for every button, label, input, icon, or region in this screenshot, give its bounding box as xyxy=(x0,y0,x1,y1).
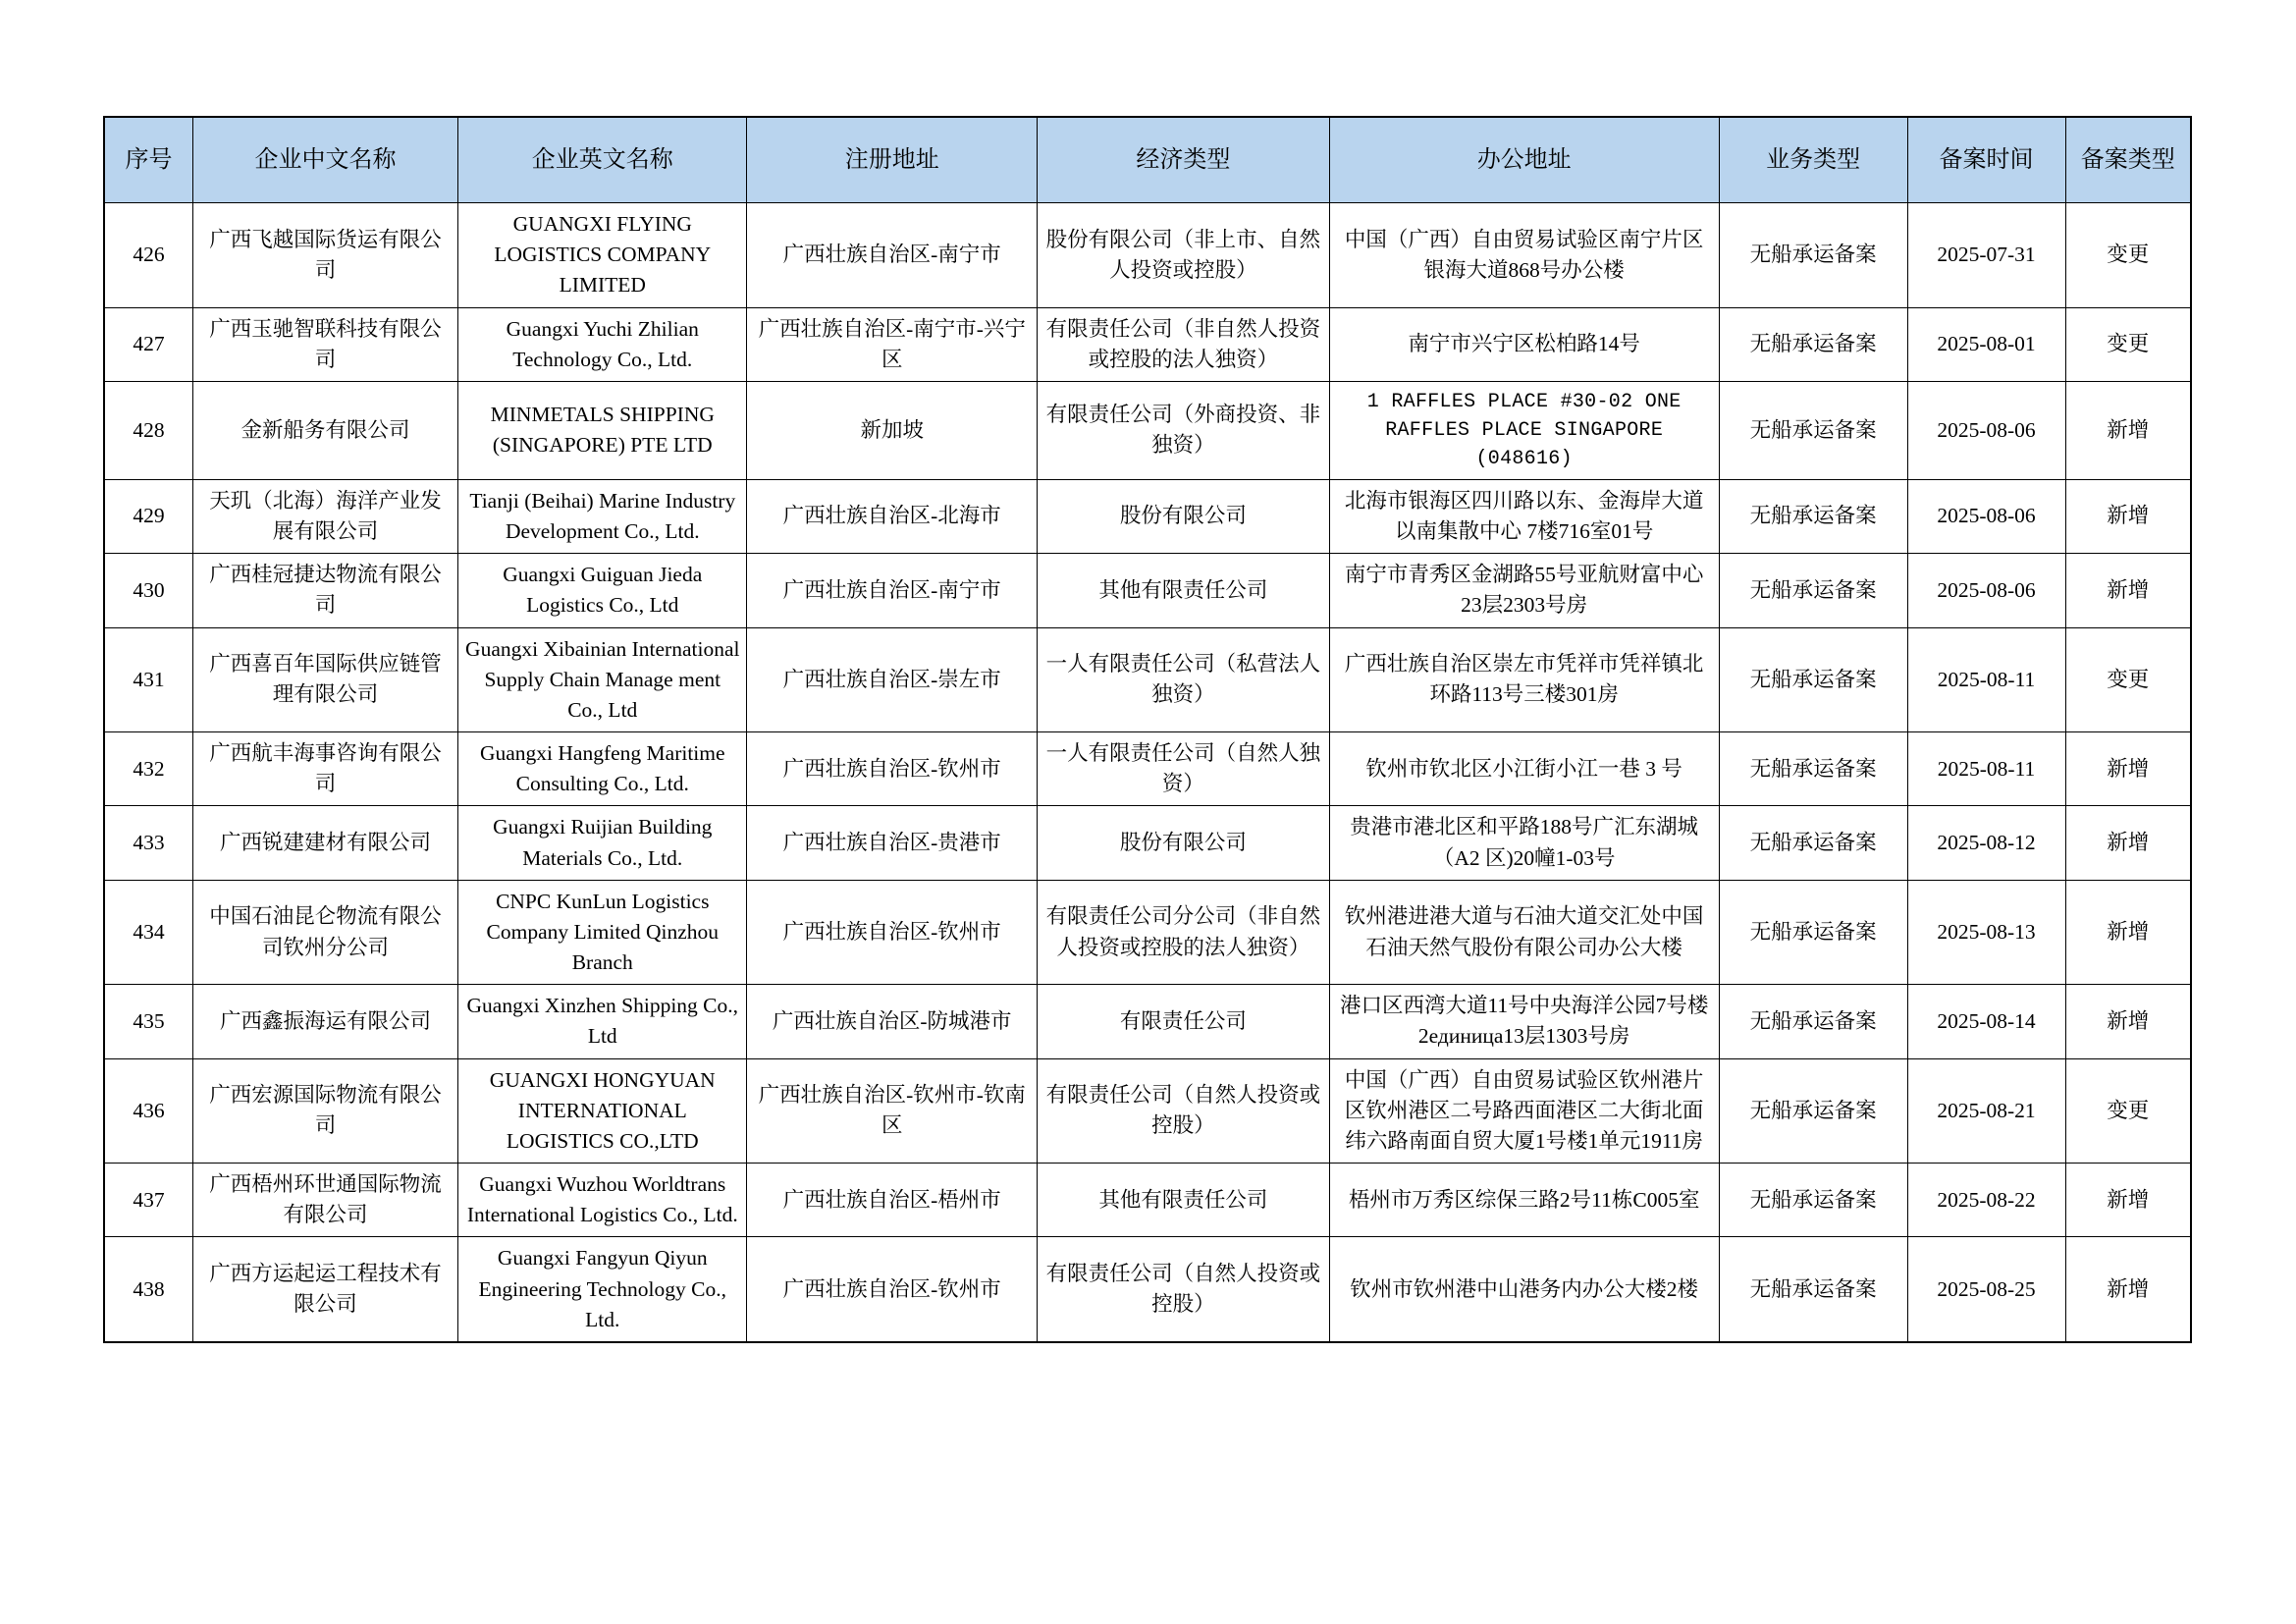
cell-record-date: 2025-08-25 xyxy=(1907,1237,2065,1342)
cell-chinese-name: 金新船务有限公司 xyxy=(192,381,457,479)
cell-business-type: 无船承运备案 xyxy=(1719,806,1907,880)
table-header xyxy=(104,117,2191,203)
cell-office-address: 南宁市青秀区金湖路55号亚航财富中心23层2303号房 xyxy=(1329,554,1719,627)
cell-economic-type: 一人有限责任公司（私营法人独资） xyxy=(1037,627,1329,732)
cell-english-name: Guangxi Guiguan Jieda Logistics Co., Ltd xyxy=(458,554,747,627)
cell-english-name: Guangxi Xinzhen Shipping Co., Ltd xyxy=(458,985,747,1058)
cell-record-type: 新增 xyxy=(2065,554,2191,627)
cell-registered-address: 广西壮族自治区-崇左市 xyxy=(747,627,1038,732)
cell-record-type: 变更 xyxy=(2065,1058,2191,1164)
cell-seq: 431 xyxy=(104,627,192,732)
cell-chinese-name: 广西玉驰智联科技有限公司 xyxy=(192,307,457,381)
cell-seq: 435 xyxy=(104,985,192,1058)
cell-business-type: 无船承运备案 xyxy=(1719,732,1907,806)
cell-office-address: 钦州市钦北区小江街小江一巷 3 号 xyxy=(1329,732,1719,806)
cell-economic-type: 有限责任公司 xyxy=(1037,985,1329,1058)
cell-registered-address: 广西壮族自治区-南宁市-兴宁区 xyxy=(747,307,1038,381)
cell-seq: 432 xyxy=(104,732,192,806)
cell-record-type: 新增 xyxy=(2065,381,2191,479)
cell-registered-address: 广西壮族自治区-梧州市 xyxy=(747,1164,1038,1237)
cell-record-type: 新增 xyxy=(2065,479,2191,553)
cell-business-type: 无船承运备案 xyxy=(1719,554,1907,627)
cell-chinese-name: 广西航丰海事咨询有限公司 xyxy=(192,732,457,806)
cell-record-type: 变更 xyxy=(2065,627,2191,732)
cell-chinese-name: 广西飞越国际货运有限公司 xyxy=(192,203,457,308)
cell-office-address: 梧州市万秀区综保三路2号11栋C005室 xyxy=(1329,1164,1719,1237)
cell-business-type: 无船承运备案 xyxy=(1719,627,1907,732)
cell-registered-address: 广西壮族自治区-南宁市 xyxy=(747,203,1038,308)
cell-chinese-name: 广西桂冠捷达物流有限公司 xyxy=(192,554,457,627)
cell-record-date: 2025-08-01 xyxy=(1907,307,2065,381)
cell-seq: 429 xyxy=(104,479,192,553)
table-row xyxy=(104,203,2191,308)
cell-record-date: 2025-08-06 xyxy=(1907,479,2065,553)
cell-record-type: 新增 xyxy=(2065,806,2191,880)
cell-record-date: 2025-08-06 xyxy=(1907,381,2065,479)
cell-business-type: 无船承运备案 xyxy=(1719,479,1907,553)
cell-economic-type: 其他有限责任公司 xyxy=(1037,1164,1329,1237)
column-header-english-name: 企业英文名称 xyxy=(458,117,747,203)
cell-record-date: 2025-08-22 xyxy=(1907,1164,2065,1237)
cell-seq: 433 xyxy=(104,806,192,880)
cell-record-date: 2025-08-13 xyxy=(1907,880,2065,985)
cell-business-type: 无船承运备案 xyxy=(1719,1164,1907,1237)
column-header-registered-address: 注册地址 xyxy=(747,117,1038,203)
cell-record-date: 2025-08-06 xyxy=(1907,554,2065,627)
table-body xyxy=(104,203,2191,1342)
table-row xyxy=(104,732,2191,806)
cell-seq: 438 xyxy=(104,1237,192,1342)
cell-record-type: 新增 xyxy=(2065,985,2191,1058)
cell-seq: 430 xyxy=(104,554,192,627)
cell-registered-address: 广西壮族自治区-北海市 xyxy=(747,479,1038,553)
cell-economic-type: 有限责任公司（外商投资、非独资） xyxy=(1037,381,1329,479)
table-row xyxy=(104,307,2191,381)
cell-economic-type: 股份有限公司（非上市、自然人投资或控股） xyxy=(1037,203,1329,308)
cell-record-type: 变更 xyxy=(2065,203,2191,308)
table-row xyxy=(104,880,2191,985)
column-header-business-type: 业务类型 xyxy=(1719,117,1907,203)
cell-record-date: 2025-08-21 xyxy=(1907,1058,2065,1164)
cell-record-date: 2025-08-12 xyxy=(1907,806,2065,880)
cell-office-address: 1 RAFFLES PLACE #30-02 ONE RAFFLES PLACE SINGAPORE (048616) xyxy=(1329,381,1719,479)
cell-economic-type: 股份有限公司 xyxy=(1037,479,1329,553)
column-header-record-date: 备案时间 xyxy=(1907,117,2065,203)
cell-registered-address: 广西壮族自治区-防城港市 xyxy=(747,985,1038,1058)
column-header-economic-type: 经济类型 xyxy=(1037,117,1329,203)
cell-english-name: Guangxi Xibainian International Supply Chain Manage ment Co., Ltd xyxy=(458,627,747,732)
table-row xyxy=(104,806,2191,880)
cell-chinese-name: 广西锐建建材有限公司 xyxy=(192,806,457,880)
cell-economic-type: 股份有限公司 xyxy=(1037,806,1329,880)
cell-seq: 428 xyxy=(104,381,192,479)
cell-record-date: 2025-08-11 xyxy=(1907,732,2065,806)
cell-office-address: 贵港市港北区和平路188号广汇东湖城（A2 区)20幢1-03号 xyxy=(1329,806,1719,880)
cell-economic-type: 有限责任公司分公司（非自然人投资或控股的法人独资） xyxy=(1037,880,1329,985)
cell-english-name: MINMETALS SHIPPING (SINGAPORE) PTE LTD xyxy=(458,381,747,479)
cell-office-address: 广西壮族自治区崇左市凭祥市凭祥镇北环路113号三楼301房 xyxy=(1329,627,1719,732)
cell-english-name: Guangxi Fangyun Qiyun Engineering Technology Co., Ltd. xyxy=(458,1237,747,1342)
cell-business-type: 无船承运备案 xyxy=(1719,1237,1907,1342)
cell-record-date: 2025-08-14 xyxy=(1907,985,2065,1058)
column-header-office-address: 办公地址 xyxy=(1329,117,1719,203)
table-row xyxy=(104,1058,2191,1164)
cell-english-name: Guangxi Ruijian Building Materials Co., Ltd. xyxy=(458,806,747,880)
column-header-chinese-name: 企业中文名称 xyxy=(192,117,457,203)
cell-seq: 437 xyxy=(104,1164,192,1237)
cell-chinese-name: 广西鑫振海运有限公司 xyxy=(192,985,457,1058)
column-header-record-type: 备案类型 xyxy=(2065,117,2191,203)
cell-registered-address: 广西壮族自治区-南宁市 xyxy=(747,554,1038,627)
cell-seq: 426 xyxy=(104,203,192,308)
cell-registered-address: 广西壮族自治区-钦州市 xyxy=(747,1237,1038,1342)
cell-english-name: Tianji (Beihai) Marine Industry Development Co., Ltd. xyxy=(458,479,747,553)
cell-english-name: Guangxi Wuzhou Worldtrans International Logistics Co., Ltd. xyxy=(458,1164,747,1237)
cell-english-name: CNPC KunLun Logistics Company Limited Qinzhou Branch xyxy=(458,880,747,985)
table-row xyxy=(104,381,2191,479)
table-row xyxy=(104,479,2191,553)
table-header-row xyxy=(104,117,2191,203)
cell-business-type: 无船承运备案 xyxy=(1719,203,1907,308)
cell-record-date: 2025-08-11 xyxy=(1907,627,2065,732)
cell-registered-address: 广西壮族自治区-钦州市 xyxy=(747,732,1038,806)
cell-office-address: 钦州市钦州港中山港务内办公大楼2楼 xyxy=(1329,1237,1719,1342)
cell-economic-type: 有限责任公司（自然人投资或控股） xyxy=(1037,1237,1329,1342)
cell-office-address: 北海市银海区四川路以东、金海岸大道以南集散中心 7楼716室01号 xyxy=(1329,479,1719,553)
cell-chinese-name: 广西喜百年国际供应链管理有限公司 xyxy=(192,627,457,732)
cell-business-type: 无船承运备案 xyxy=(1719,880,1907,985)
cell-economic-type: 其他有限责任公司 xyxy=(1037,554,1329,627)
cell-chinese-name: 中国石油昆仑物流有限公司钦州分公司 xyxy=(192,880,457,985)
table-row xyxy=(104,985,2191,1058)
cell-office-address: 钦州港进港大道与石油大道交汇处中国石油天然气股份有限公司办公大楼 xyxy=(1329,880,1719,985)
nvocc-registration-table xyxy=(103,116,2192,1343)
cell-chinese-name: 天玑（北海）海洋产业发展有限公司 xyxy=(192,479,457,553)
table-row xyxy=(104,1164,2191,1237)
cell-economic-type: 一人有限责任公司（自然人独资） xyxy=(1037,732,1329,806)
table-row xyxy=(104,1237,2191,1342)
cell-office-address: 港口区西湾大道11号中央海洋公园7号楼2единица13层1303号房 xyxy=(1329,985,1719,1058)
cell-office-address: 南宁市兴宁区松柏路14号 xyxy=(1329,307,1719,381)
cell-business-type: 无船承运备案 xyxy=(1719,1058,1907,1164)
cell-record-type: 新增 xyxy=(2065,880,2191,985)
cell-registered-address: 广西壮族自治区-钦州市 xyxy=(747,880,1038,985)
cell-seq: 427 xyxy=(104,307,192,381)
cell-registered-address: 广西壮族自治区-贵港市 xyxy=(747,806,1038,880)
cell-business-type: 无船承运备案 xyxy=(1719,307,1907,381)
column-header-seq: 序号 xyxy=(104,117,192,203)
cell-registered-address: 广西壮族自治区-钦州市-钦南区 xyxy=(747,1058,1038,1164)
cell-seq: 436 xyxy=(104,1058,192,1164)
cell-record-type: 新增 xyxy=(2065,1164,2191,1237)
cell-record-type: 新增 xyxy=(2065,732,2191,806)
cell-economic-type: 有限责任公司（非自然人投资或控股的法人独资） xyxy=(1037,307,1329,381)
cell-chinese-name: 广西宏源国际物流有限公司 xyxy=(192,1058,457,1164)
cell-business-type: 无船承运备案 xyxy=(1719,381,1907,479)
cell-chinese-name: 广西梧州环世通国际物流有限公司 xyxy=(192,1164,457,1237)
cell-registered-address: 新加坡 xyxy=(747,381,1038,479)
table-row xyxy=(104,554,2191,627)
cell-business-type: 无船承运备案 xyxy=(1719,985,1907,1058)
cell-record-type: 变更 xyxy=(2065,307,2191,381)
table-row xyxy=(104,627,2191,732)
cell-seq: 434 xyxy=(104,880,192,985)
cell-record-date: 2025-07-31 xyxy=(1907,203,2065,308)
cell-record-type: 新增 xyxy=(2065,1237,2191,1342)
cell-english-name: GUANGXI FLYING LOGISTICS COMPANY LIMITED xyxy=(458,203,747,308)
cell-office-address: 中国（广西）自由贸易试验区南宁片区银海大道868号办公楼 xyxy=(1329,203,1719,308)
cell-office-address: 中国（广西）自由贸易试验区钦州港片区钦州港区二号路西面港区二大街北面纬六路南面自贸大厦1号楼1单元1911房 xyxy=(1329,1058,1719,1164)
cell-english-name: GUANGXI HONGYUAN INTERNATIONAL LOGISTICS CO.,LTD xyxy=(458,1058,747,1164)
cell-english-name: Guangxi Hangfeng Maritime Consulting Co., Ltd. xyxy=(458,732,747,806)
cell-english-name: Guangxi Yuchi Zhilian Technology Co., Ltd. xyxy=(458,307,747,381)
cell-chinese-name: 广西方运起运工程技术有限公司 xyxy=(192,1237,457,1342)
cell-economic-type: 有限责任公司（自然人投资或控股） xyxy=(1037,1058,1329,1164)
